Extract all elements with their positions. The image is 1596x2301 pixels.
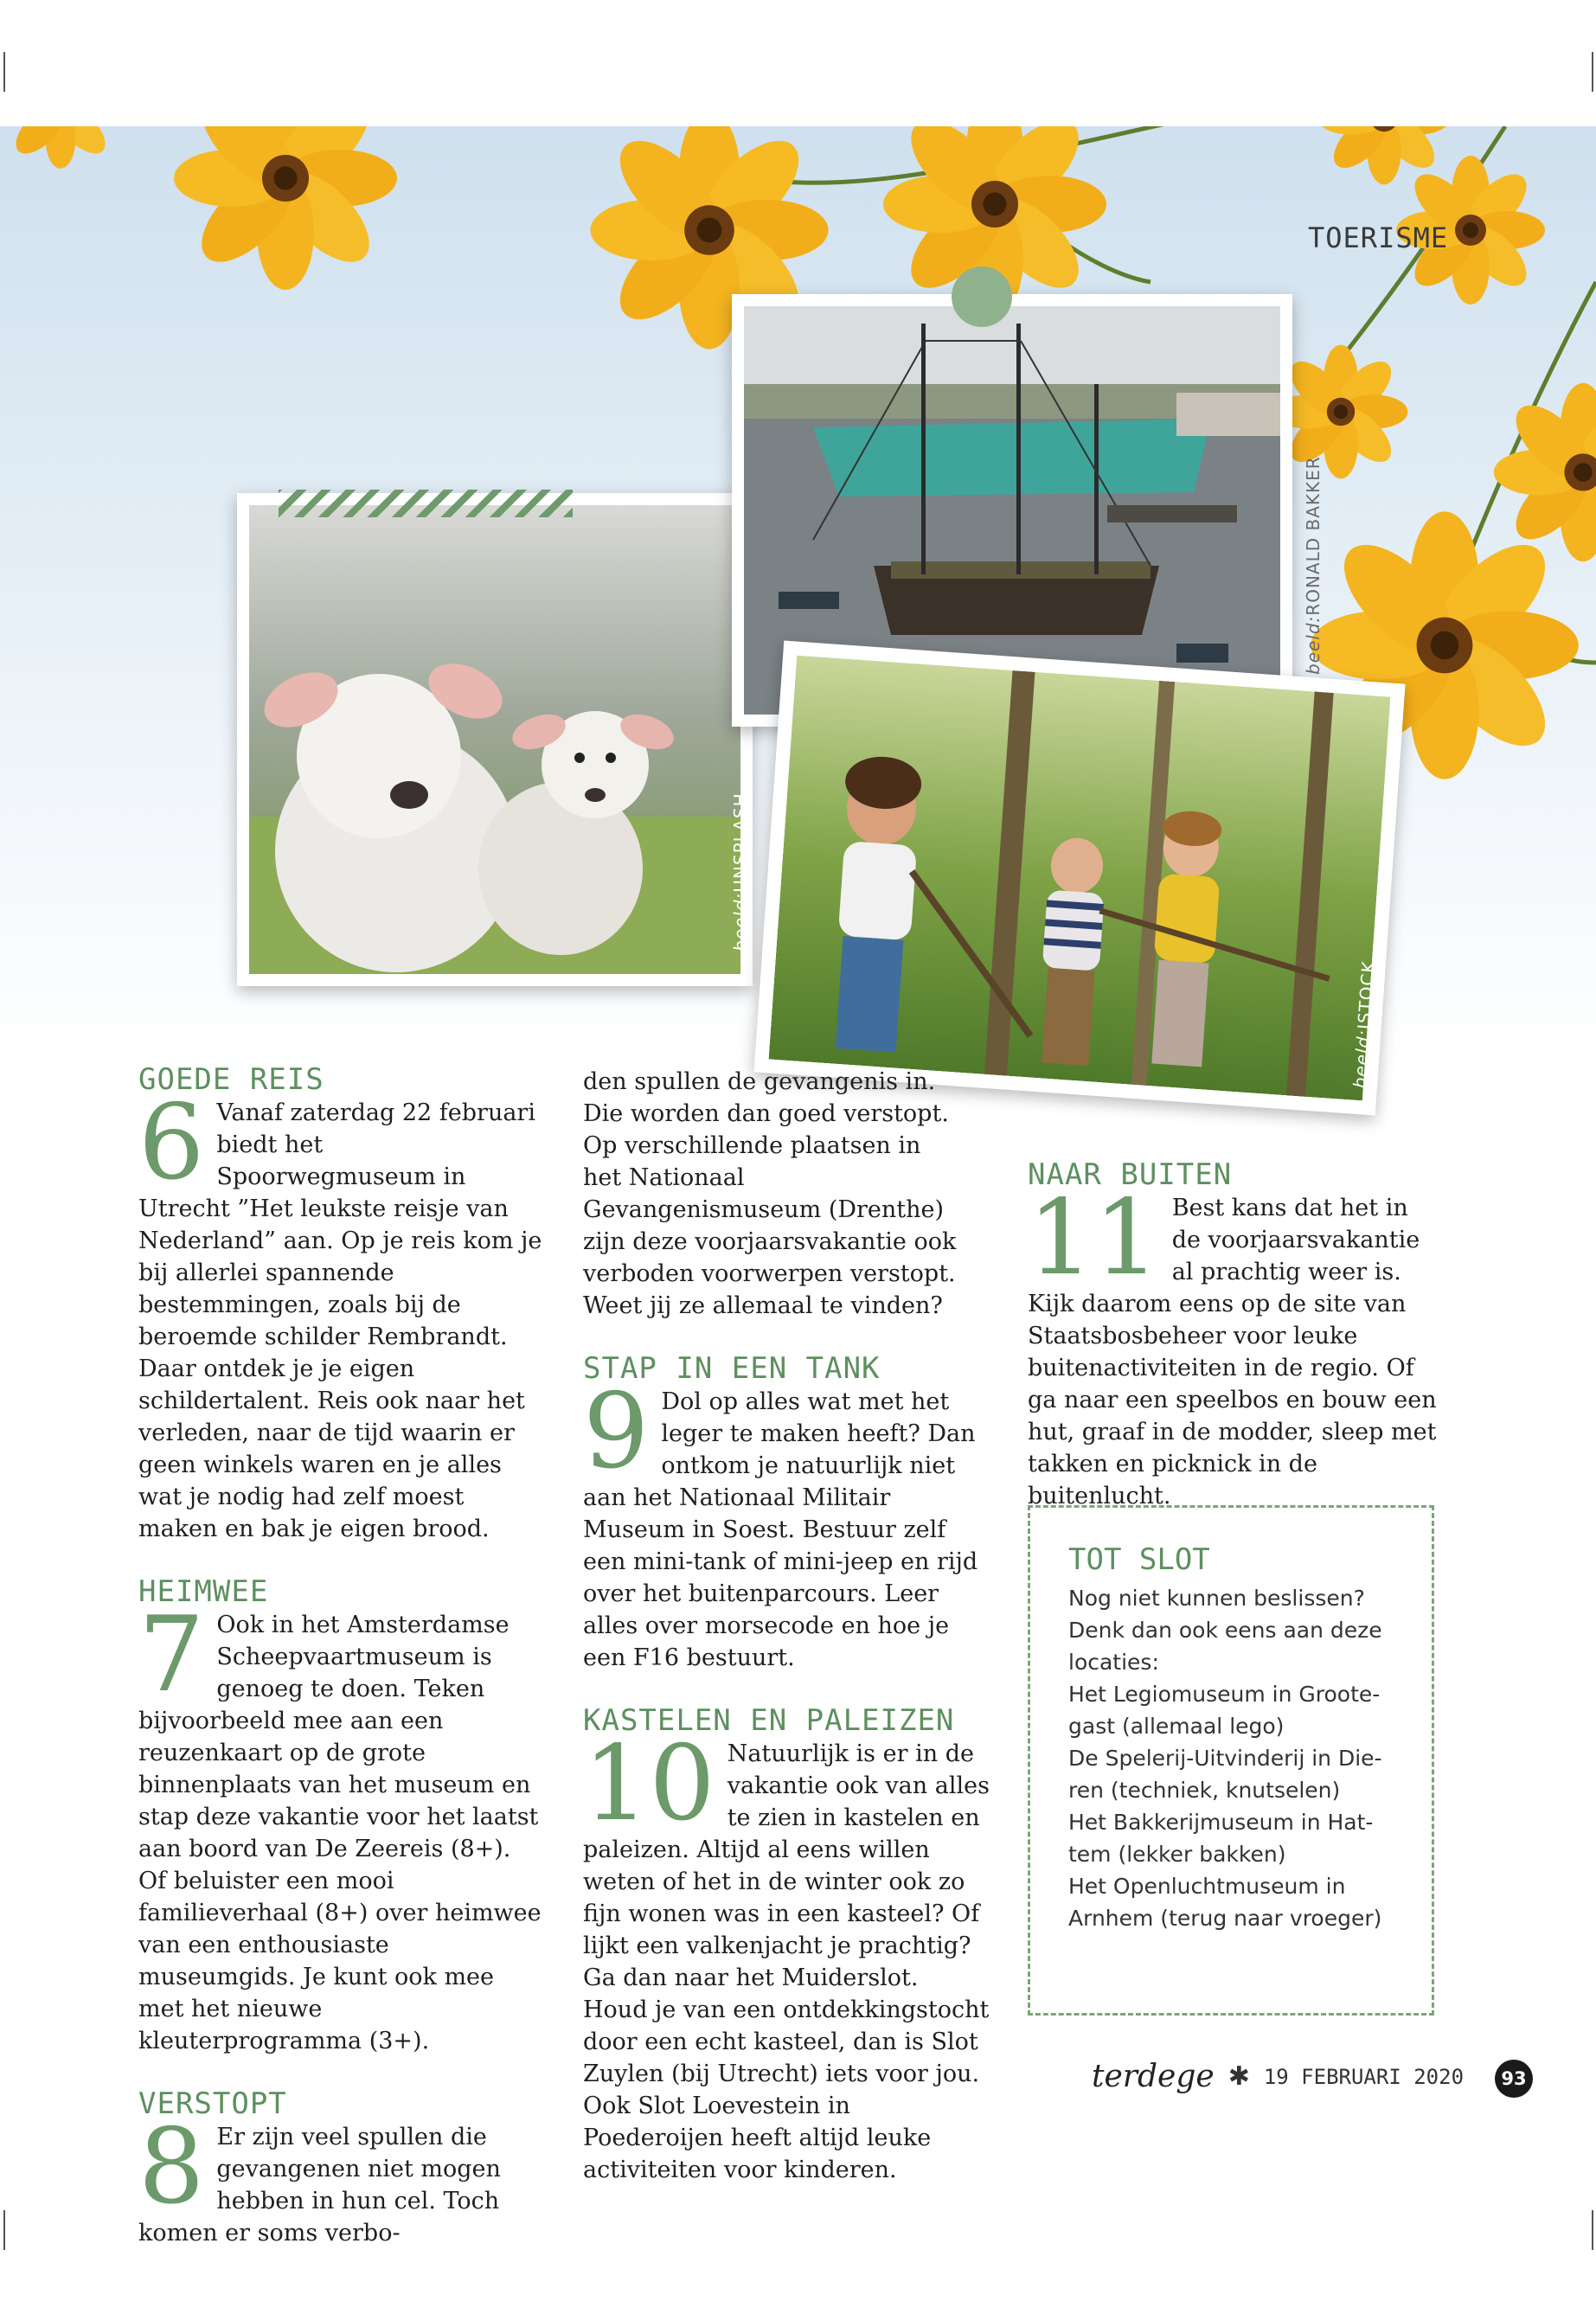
children-forest-photo-icon bbox=[769, 656, 1391, 1101]
column-middle bbox=[583, 1066, 990, 2215]
article-body bbox=[583, 1372, 990, 1674]
article-title: KASTELEN EN PALEIZEN bbox=[583, 1703, 955, 1738]
drop-cap-number: 11 bbox=[1028, 1178, 1160, 1298]
article-8 bbox=[138, 2086, 545, 2249]
article-body bbox=[583, 1724, 990, 2186]
tot-slot-line: Nog niet kunnen beslissen? bbox=[1068, 1586, 1365, 1611]
article-body bbox=[138, 2107, 545, 2249]
tot-slot-line: locaties: bbox=[1068, 1650, 1159, 1675]
credit-prefix: beeld: bbox=[1303, 615, 1324, 675]
tot-slot-title: TOT SLOT bbox=[1068, 1542, 1210, 1577]
tot-slot-box bbox=[1028, 1505, 1434, 2016]
credit-name: RONALD BAKKER bbox=[1303, 456, 1324, 616]
page-number: 93 bbox=[1495, 2060, 1533, 2098]
article-body bbox=[138, 1595, 545, 2057]
article-title: NAAR BUITEN bbox=[1028, 1157, 1233, 1192]
article-text: Ook in het Amsterdamse Scheepvaartmuseum is genoeg te doen. Teken bijvoorbeeld mee aan een reuzenkaart op de grote binnenplaats van het museum en stap deze vakantie voor het laatst aan boord van De Zeereis (8+). Of beluister een mooi familieverhaal (8+) over heimwee van een enthousiaste museumgids. Je kunt ook mee met het nieuwe kleuterprogramma (3+). bbox=[138, 1612, 542, 2054]
article-10 bbox=[583, 1703, 990, 2186]
crop-mark bbox=[1592, 52, 1593, 92]
crop-mark bbox=[1592, 2210, 1593, 2250]
article-continuation: den spullen de gevangenis in. Die worden dan goed verstopt. Op verschillende plaatsen in het Nationaal Gevangenismuseum (Drenthe) zijn deze voorjaarsvakantie ook verboden voorwerpen verstopt. Weet jij ze allemaal te vinden? bbox=[583, 1068, 957, 1319]
tot-slot-line: Het Legiomuseum in Groote- bbox=[1068, 1682, 1381, 1707]
credit-prefix: beeld: bbox=[730, 892, 751, 952]
drop-cap-number: 10 bbox=[583, 1724, 715, 1844]
credit-name: ISTOCK bbox=[1353, 959, 1380, 1030]
article-text: Dol op alles wat met het leger te maken heeft? Dan ontkom je natuurlijk niet aan het Nationaal Militair Museum in Soest. Bestuur zelf een mini-tank of mini-jeep en rijd over het buitenparcours. Leer alles over morsecode en hoe je een F16 bestuurt. bbox=[583, 1388, 978, 1671]
article-9 bbox=[583, 1351, 990, 1674]
article-title: STAP IN EEN TANK bbox=[583, 1351, 881, 1386]
page-footer bbox=[1092, 2059, 1464, 2094]
article-title: VERSTOPT bbox=[138, 2086, 287, 2121]
column-left bbox=[138, 1062, 545, 2279]
article-body bbox=[1028, 1178, 1443, 1512]
issue-date: 19 FEBRUARI 2020 bbox=[1263, 2064, 1465, 2089]
photo-pin bbox=[952, 266, 1012, 327]
article-7 bbox=[138, 1574, 545, 2057]
article-body bbox=[138, 1083, 545, 1545]
tot-slot-line: De Spelerij-Uitvinderij in Die- bbox=[1068, 1746, 1382, 1771]
section-tag: TOERISME bbox=[1308, 221, 1449, 254]
tot-slot-line: gast (allemaal lego) bbox=[1068, 1714, 1285, 1739]
tot-slot-line: Het Bakkerijmuseum in Hat- bbox=[1068, 1810, 1374, 1835]
photo-credit-ship bbox=[1303, 456, 1324, 675]
crop-mark bbox=[3, 2210, 5, 2250]
photo-lambs bbox=[237, 493, 753, 986]
article-title: GOEDE REIS bbox=[138, 1062, 324, 1097]
credit-prefix: beeld: bbox=[1349, 1029, 1375, 1090]
tot-slot-line: ren (techniek, knutselen) bbox=[1068, 1778, 1341, 1803]
article-title: HEIMWEE bbox=[138, 1574, 269, 1609]
magazine-brand: terdege bbox=[1092, 2059, 1215, 2094]
photo-credit-lambs bbox=[730, 792, 751, 952]
tot-slot-line: Het Openluchtmuseum in bbox=[1068, 1874, 1346, 1899]
asterisk-icon: ✱ bbox=[1227, 2061, 1250, 2092]
article-text: Best kans dat het in de voorjaarsvakantie al prachtig weer is. Kijk daarom eens op de site van Staatsbosbeheer voor leuke buitenactiviteiten in de regio. Of ga naar een speelbos en bouw een hut, graaf in de modder, sleep met takken en picknick in de buitenlucht. bbox=[1028, 1195, 1437, 1509]
tot-slot-line: Arnhem (terug naar vroeger) bbox=[1068, 1906, 1382, 1931]
article-8-continued bbox=[583, 1066, 990, 1322]
article-text: Vanaf zaterdag 22 februari biedt het Spoorwegmuseum in Utrecht ”Het leukste reisje van Nederland” aan. Op je reis kom je bij allerlei spannende bestemmingen, zoals bij de beroemde schilder Rembrandt. Daar ontdek je je eigen schildertalent. Reis ook naar het verleden, naar de tijd waarin er geen winkels waren en je alles wat je nodig had zelf moest maken en bak je eigen brood. bbox=[138, 1099, 542, 1542]
article-text: Er zijn veel spullen die gevangenen niet mogen hebben in hun cel. Toch komen er soms verbo- bbox=[138, 2124, 501, 2247]
credit-name: UNSPLASH bbox=[730, 792, 751, 893]
article-6 bbox=[138, 1062, 545, 1545]
drop-cap-number: 6 bbox=[138, 1083, 205, 1203]
lambs-photo-icon bbox=[249, 505, 740, 974]
crop-mark bbox=[3, 52, 5, 92]
tot-slot-line: tem (lekker bakken) bbox=[1068, 1842, 1286, 1867]
washi-tape bbox=[279, 490, 573, 517]
article-text: Natuurlijk is er in de vakantie ook van alles te zien in kastelen en paleizen. Altijd al eens willen weten of het in de winter ook zo fijn wonen was in een kasteel? Of lijkt een valkenjacht je prachtig? Ga dan naar het Muiderslot. Houd je van een ontdekkingstocht door een echt kasteel, dan is Slot Zuylen (bij Utrecht) iets voor jou. Ook Slot Loevestein in Poederoijen heeft altijd leuke activiteiten voor kinderen. bbox=[583, 1740, 990, 2183]
tot-slot-line: Denk dan ook eens aan deze bbox=[1068, 1618, 1382, 1643]
drop-cap-number: 8 bbox=[138, 2107, 205, 2227]
article-11 bbox=[1028, 1157, 1443, 1512]
drop-cap-number: 7 bbox=[138, 1595, 205, 1715]
photo-children-forest bbox=[753, 640, 1405, 1115]
column-right bbox=[1028, 1157, 1443, 1541]
drop-cap-number: 9 bbox=[583, 1372, 650, 1492]
